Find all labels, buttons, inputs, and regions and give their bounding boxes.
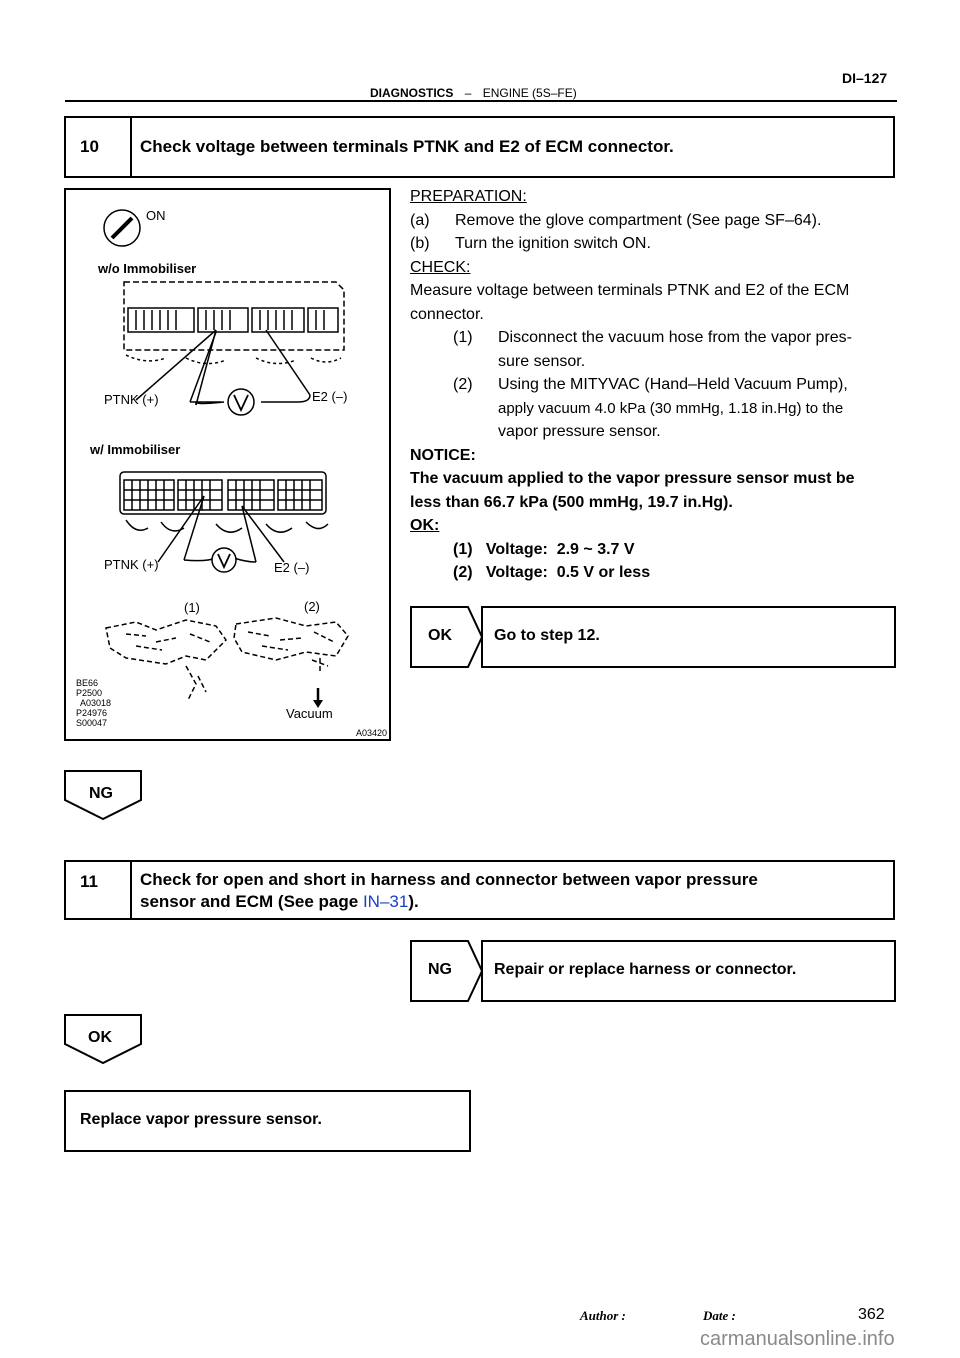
result-ng-repair xyxy=(410,940,896,1002)
ptnk-label-bottom: PTNK (+) xyxy=(104,557,159,572)
step-number: 11 xyxy=(80,872,98,891)
check-step-text: vapor pressure sensor. xyxy=(498,423,661,440)
step-title: Check voltage between terminals PTNK and E2 of ECM connector. xyxy=(140,137,674,156)
header-separator: – xyxy=(464,86,472,100)
check-line: connector. xyxy=(410,305,484,323)
voltmeter-icon-top xyxy=(228,389,254,415)
result-ok-go-to-12 xyxy=(410,606,896,668)
code: P2500 xyxy=(76,688,103,698)
prep-label: (a) xyxy=(410,211,430,229)
step-11-box xyxy=(64,860,895,920)
figure-id: A03420 xyxy=(356,728,388,738)
check-step-text: Using the MITYVAC (Hand–Held Vacuum Pump), xyxy=(498,376,848,393)
footer-date: Date : xyxy=(703,1308,736,1323)
step-divider xyxy=(130,862,132,918)
step-10-box xyxy=(64,116,895,178)
figure-panel xyxy=(64,188,391,741)
footer-author: Author : xyxy=(580,1308,626,1323)
code: P24976 xyxy=(76,708,108,718)
header-rule xyxy=(65,100,897,102)
step-title-line: Check for open and short in harness and connector between vapor pressure xyxy=(140,870,758,889)
preparation-heading: PREPARATION: xyxy=(410,188,527,205)
result-label: OK xyxy=(428,627,452,644)
check-step-label: (2) xyxy=(453,376,473,393)
page-link[interactable]: IN–31 xyxy=(362,892,409,911)
ok-flow-tag xyxy=(64,1014,142,1064)
step-divider xyxy=(130,118,132,176)
check-step-text: Disconnect the vacuum hose from the vapor pres- xyxy=(498,329,852,346)
result-text: Repair or replace harness or connector. xyxy=(494,961,797,978)
prep-label: (b) xyxy=(410,235,430,252)
header-subsection: ENGINE (5S–FE) xyxy=(482,86,577,100)
code: A03018 xyxy=(80,698,112,708)
check-step-2 xyxy=(410,373,896,397)
final-action-box xyxy=(64,1090,471,1152)
final-action-text: Replace vapor pressure sensor. xyxy=(80,1111,322,1128)
check-step-text: sure sensor. xyxy=(498,352,586,370)
result-arrow-frame xyxy=(410,606,896,668)
step-title xyxy=(140,869,758,913)
code: S00047 xyxy=(76,718,108,728)
prep-text: Remove the glove compartment (See page SF–64). xyxy=(455,211,822,229)
result-text: Go to step 12. xyxy=(494,627,600,644)
e2-label-top: E2 (–) xyxy=(312,389,348,404)
page-number: 362 xyxy=(858,1306,885,1323)
figure-codes xyxy=(76,678,111,728)
w-immobiliser-label: w/ Immobiliser xyxy=(90,442,181,457)
procedure-text xyxy=(410,185,896,585)
ng-flow-tag xyxy=(64,770,142,820)
header-section: DIAGNOSTICS – ENGINE (5S–FE) xyxy=(370,86,577,100)
vacuum-label: Vacuum xyxy=(286,706,333,721)
check-heading: CHECK: xyxy=(410,258,471,276)
notice-line: The vacuum applied to the vapor pressure sensor must be xyxy=(410,470,855,487)
ok-heading: OK: xyxy=(410,517,440,534)
check-step-text: apply vacuum 4.0 kPa (30 mmHg, 1.18 in.Hg) to the xyxy=(498,399,844,417)
label-1: (1) xyxy=(184,600,200,615)
prep-item-a xyxy=(410,209,896,233)
watermark: carmanualsonline.info xyxy=(700,1328,895,1350)
sensor-sketch-1 xyxy=(106,620,226,700)
notice-line: less than 66.7 kPa (500 mmHg, 19.7 in.Hg). xyxy=(410,493,733,511)
ok-criterion: (1) Voltage: 2.9 ~ 3.7 V xyxy=(453,540,635,558)
check-line: Measure voltage between terminals PTNK and E2 of the ECM xyxy=(410,282,850,299)
tag-label: NG xyxy=(89,785,113,802)
probe-leads-top xyxy=(136,330,310,405)
page-id: DI–127 xyxy=(842,70,888,86)
on-label: ON xyxy=(146,208,166,223)
tag-label: OK xyxy=(88,1029,112,1046)
step-title-line: sensor and ECM (See page IN–31). xyxy=(140,892,419,911)
code: BE66 xyxy=(76,678,99,688)
ok-criterion: (2) Voltage: 0.5 V or less xyxy=(453,564,651,581)
prep-text: Turn the ignition switch ON. xyxy=(455,235,651,252)
check-step-1 xyxy=(410,326,896,350)
sensor-sketch-2 xyxy=(234,618,348,674)
step-number: 10 xyxy=(80,137,99,156)
ignition-key-icon xyxy=(104,210,140,246)
ecm-connector-top xyxy=(124,282,344,364)
check-step-label: (1) xyxy=(453,329,473,346)
wo-immobiliser-label: w/o Immobiliser xyxy=(98,261,197,276)
ptnk-label-top: PTNK (+) xyxy=(104,392,159,407)
e2-label-bottom: E2 (–) xyxy=(274,560,310,575)
label-2: (2) xyxy=(304,599,320,614)
result-label: NG xyxy=(428,961,452,978)
voltmeter-icon-bottom xyxy=(212,548,236,572)
ecm-connector-bottom xyxy=(120,472,328,532)
vacuum-arrow xyxy=(313,688,323,708)
prep-item-b xyxy=(410,232,896,256)
notice-heading: NOTICE: xyxy=(410,446,476,464)
